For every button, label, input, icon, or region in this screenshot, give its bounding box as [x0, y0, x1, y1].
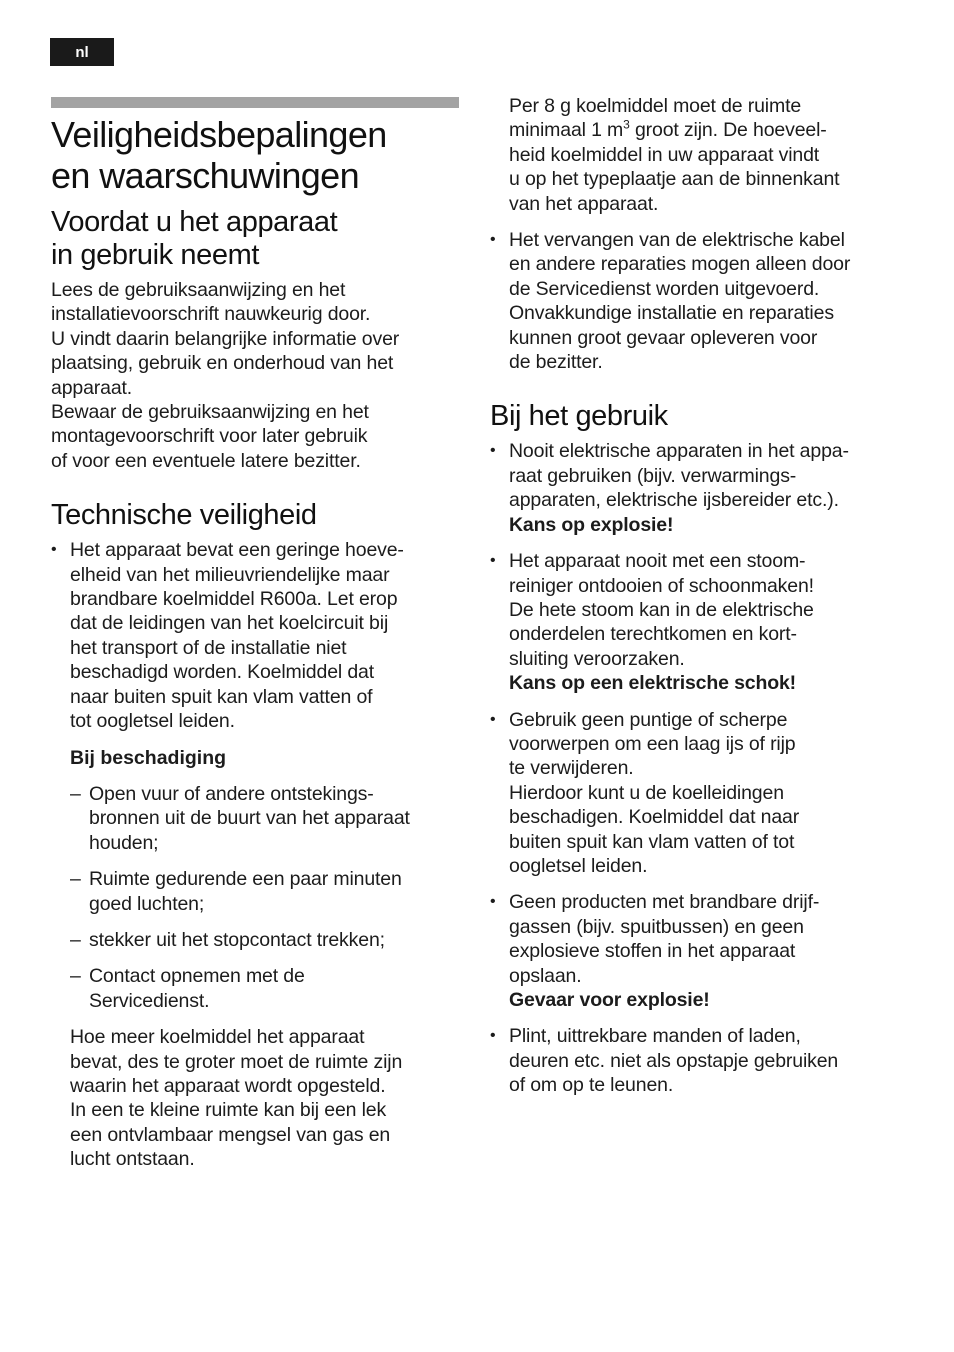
language-tag: nl [50, 38, 114, 66]
text-line: gassen (bijv. spuitbussen) en geen [509, 915, 804, 938]
text-line: apparaat. [51, 376, 133, 399]
page-title [51, 114, 463, 196]
text-line: apparaten, elektrische ijsbereider etc.). [509, 489, 839, 512]
text-line: reiniger ontdooien of schoonmaken! [509, 574, 814, 597]
text-line: dat de leidingen van het koelcircuit bij [70, 612, 389, 635]
text-line: • Gebruik geen puntige of scherpe [509, 708, 788, 731]
text-line: – stekker uit het stopcontact trekken; [89, 928, 385, 951]
title-line: en waarschuwingen [51, 155, 359, 196]
text-line: bronnen uit de buurt van het apparaat [89, 807, 410, 830]
text-line: bevat, des te groter moet de ruimte zijn [70, 1050, 403, 1073]
refrigerant-volume-paragraph [70, 1025, 463, 1171]
text-line: • Nooit elektrische apparaten in het appa- [509, 440, 849, 463]
left-column [51, 114, 463, 1172]
text-line: Servicedienst. [89, 989, 210, 1012]
list-item [70, 928, 463, 952]
text-line: naar buiten spuit kan vlam vatten of [70, 685, 373, 708]
text-line: plaatsing, gebruik en onderhoud van het [51, 352, 394, 375]
text-line: U vindt daarin belangrijke informatie over [51, 327, 400, 350]
text-line: onderdelen terechtkomen en kort- [509, 623, 797, 646]
heading-technical-safety: Technische veiligheid [51, 499, 317, 532]
section-rule [51, 97, 459, 108]
text-line: beschadigen. Koelmiddel dat naar [509, 806, 800, 829]
text-line: Per 8 g koelmiddel moet de ruimte [509, 95, 802, 117]
text-line: montagevoorschrift voor later gebruik [51, 425, 368, 448]
text-line: voorwerpen om een laag ijs of rijp [509, 732, 796, 755]
text-line: of voor een eventuele latere bezitter. [51, 449, 361, 472]
text-line: de Servicedienst worden uitgevoerd. [509, 277, 820, 300]
text-line: – Ruimte gedurende een paar minuten [89, 868, 402, 891]
list-item [70, 782, 463, 855]
text-line: brandbare koelmiddel R600a. Let erop [70, 588, 398, 611]
warning-text: Gevaar voor explosie! [509, 989, 710, 1011]
text-line: • Het vervangen van de elektrische kabel [509, 229, 845, 252]
list-item [490, 228, 908, 374]
text-line: waarin het apparaat wordt opgesteld. [70, 1074, 386, 1097]
text-line: Bewaar de gebruiksaanwijzing en het [51, 401, 369, 424]
text-line: explosieve stoffen in het apparaat [509, 940, 796, 963]
text-line: – Contact opnemen met de [89, 965, 305, 988]
text-line: • Het apparaat nooit met een stoom- [509, 550, 806, 573]
text-line: buiten spuit kan vlam vatten of tot [509, 830, 795, 853]
list-item [70, 964, 463, 1013]
text-line: heid koelmiddel in uw apparaat vindt [509, 143, 820, 166]
text-fragment: groot zijn. De hoeveel- [629, 119, 827, 142]
text-line: deuren etc. niet als opstapje gebruiken [509, 1049, 839, 1072]
text-line [509, 118, 908, 142]
list-item [490, 549, 908, 695]
text-line: • Plint, uittrekbare manden of laden, [509, 1025, 801, 1048]
damage-subheading: Bij beschadiging [70, 746, 227, 769]
repair-list [490, 228, 908, 374]
list-item [490, 708, 908, 879]
list-item [490, 1024, 908, 1097]
text-line: goed luchten; [89, 892, 205, 915]
text-line: • Geen producten met brandbare drijf- [509, 891, 820, 914]
text-line: een ontvlambaar mengsel van gas en [70, 1123, 391, 1146]
usage-list [490, 439, 908, 1097]
text-line: Hoe meer koelmiddel het apparaat [70, 1026, 365, 1049]
text-line: sluiting veroorzaken. [509, 647, 685, 670]
technical-safety-list [51, 538, 463, 733]
list-item [51, 538, 463, 733]
text-line: Hierdoor kunt u de koelleidingen [509, 781, 784, 804]
text-line: In een te kleine ruimte kan bij een lek [70, 1099, 387, 1122]
text-line: – Open vuur of andere ontstekings- [89, 782, 374, 805]
list-item [490, 439, 908, 537]
room-size-paragraph [509, 94, 908, 216]
warning-text: Kans op explosie! [509, 513, 674, 536]
text-line: elheid van het milieuvriendelijke maar [70, 563, 390, 586]
text-line: u op het typeplaatje aan de binnenkant [509, 168, 840, 191]
text-fragment: minimaal 1 m [509, 119, 624, 142]
text-line: te verwijderen. [509, 757, 634, 780]
text-line: en andere reparaties mogen alleen door [509, 253, 851, 276]
text-line: Lees de gebruiksaanwijzing en het [51, 279, 346, 301]
text-line: houden; [89, 831, 159, 854]
warning-text: Kans op een elektrische schok! [509, 672, 797, 695]
text-line: oogletsel leiden. [509, 854, 648, 877]
damage-steps-list [70, 782, 463, 1013]
list-item [490, 890, 908, 1012]
heading-before-use [51, 206, 463, 272]
text-line: van het apparaat. [509, 192, 659, 215]
text-line: beschadigd worden. Koelmiddel dat [70, 661, 375, 684]
list-item [70, 867, 463, 916]
right-column [490, 94, 908, 1110]
superscript: 3 [623, 117, 630, 132]
text-line: opslaan. [509, 964, 582, 987]
text-line: tot oogletsel leiden. [70, 710, 235, 733]
text-line: of om op te leunen. [509, 1074, 674, 1097]
text-line: Onvakkundige installatie en reparaties [509, 302, 834, 325]
heading-line: Voordat u het apparaat [51, 206, 338, 238]
text-line: raat gebruiken (bijv. verwarmings- [509, 464, 797, 487]
text-line: kunnen groot gevaar opleveren voor [509, 326, 818, 349]
text-line: installatievoorschrift nauwkeurig door. [51, 303, 371, 326]
text-line: De hete stoom kan in de elektrische [509, 598, 814, 621]
text-line: • Het apparaat bevat een geringe hoeve- [70, 539, 404, 562]
heading-line: in gebruik neemt [51, 239, 259, 271]
heading-during-use: Bij het gebruik [490, 400, 668, 433]
title-line: Veiligheidsbepalingen [51, 114, 387, 155]
text-line: lucht ontstaan. [70, 1148, 195, 1171]
intro-paragraph [51, 278, 463, 473]
text-line: de bezitter. [509, 351, 603, 374]
text-line: het transport of de installatie niet [70, 636, 347, 659]
